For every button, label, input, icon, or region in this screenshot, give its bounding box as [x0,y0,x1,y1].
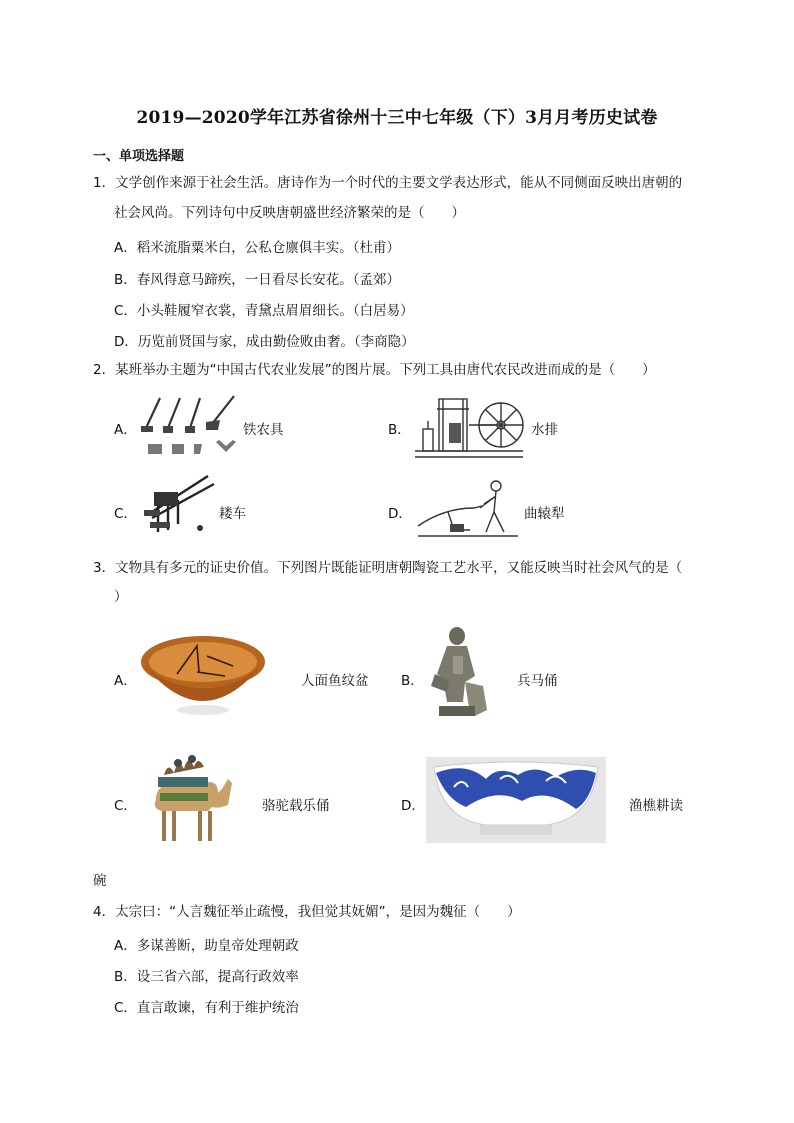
q3-option-c-letter[interactable]: C． [114,798,137,814]
q3-option-a-letter[interactable]: A． [114,673,137,689]
q1-stem-line2: 社会风尚。下列诗句中反映唐朝盛世经济繁荣的是（ ） [114,205,465,221]
q2-option-c-letter[interactable]: C． [114,506,137,522]
camel-figurine-image [138,749,234,847]
q2-option-c-label: 耧车 [219,506,246,522]
q3-option-d-letter[interactable]: D． [401,798,425,814]
q2-option-b-letter[interactable]: B． [388,422,411,438]
seed-drill-image [138,472,218,536]
q3-option-d-label: 渔樵耕读 [629,798,683,814]
q4-option-b[interactable]: B．设三省六部，提高行政效率 [114,969,299,985]
q2-option-d-label: 曲辕犁 [524,506,565,522]
blue-white-bowl-image [426,757,606,843]
q1-option-c[interactable]: C．小头鞋履窄衣裳，青黛点眉眉细长。（白居易） [114,303,414,319]
section-heading: 一、单项选择题 [93,149,185,164]
q2-option-d-letter[interactable]: D． [388,506,412,522]
water-bellows-image [413,393,525,461]
painted-basin-image [137,626,269,718]
q4-option-a[interactable]: A．多谋善断，助皇帝处理朝政 [114,938,299,954]
q3-option-a-label: 人面鱼纹盆 [301,673,369,689]
q3-option-c-label: 骆驼载乐俑 [262,798,330,814]
q2-option-a-letter[interactable]: A． [114,422,137,438]
q1-stem-line1: 1．文学创作来源于社会生活。唐诗作为一个时代的主要文学表达形式，能从不同侧面反映出唐朝的 [93,175,683,191]
terracotta-warrior-image [425,626,495,724]
q1-option-b[interactable]: B．春风得意马蹄疾，一日看尽长安花。（孟郊） [114,272,401,288]
curved-plow-image [414,478,522,542]
q3-overflow-text: 碗 [93,873,107,889]
q3-stem-line2: ） [114,589,128,605]
q3-stem-line1: 3．文物具有多元的证史价值。下列图片既能证明唐朝陶瓷工艺水平，又能反映当时社会风气的是（ [93,560,683,576]
q2-stem: 2．某班举办主题为“中国古代农业发展”的图片展。下列工具由唐代农民改进而成的是（ ） [93,362,656,378]
q2-option-b-label: 水排 [531,422,558,438]
q1-option-d[interactable]: D．历览前贤国与家，成由勤俭败由奢。（李商隐） [114,334,415,350]
iron-tools-image [138,392,242,462]
q3-option-b-label: 兵马俑 [517,673,558,689]
exam-title: 2019—2020学年江苏省徐州十三中七年级（下）3月月考历史试卷 [136,108,658,128]
q2-option-a-label: 铁农具 [243,422,284,438]
q4-stem: 4．太宗曰：“人言魏征举止疏慢，我但觉其妩媚”，是因为魏征（ ） [93,904,521,920]
q3-option-b-letter[interactable]: B． [401,673,424,689]
q4-option-c[interactable]: C．直言敢谏，有利于维护统治 [114,1000,299,1016]
q1-option-a[interactable]: A．稻米流脂粟米白，公私仓廪俱丰实。（杜甫） [114,240,400,256]
